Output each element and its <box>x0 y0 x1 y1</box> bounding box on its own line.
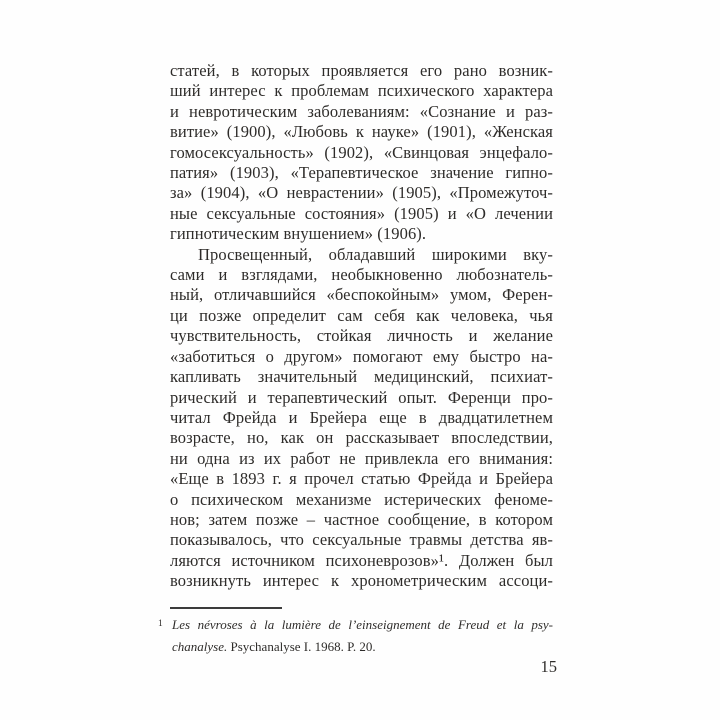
footnote-line <box>172 636 553 658</box>
page-number: 15 <box>540 657 557 676</box>
footnote-line <box>158 614 553 636</box>
body-line: рический и терапевтический опыт. Ференци про- <box>170 387 553 407</box>
body-line: гомосексуальность» (1902), «Свинцовая энцефало- <box>170 142 553 162</box>
footnote-marker: 1 <box>158 619 163 629</box>
body-line: ный, отличавшийся «беспокойным» умом, Ферен- <box>170 285 553 305</box>
body-line: гипнотическим внушением» (1906). <box>170 224 427 244</box>
footnote-separator-rule <box>170 607 282 609</box>
body-line: ци позже определит сам себя как человека, чья <box>170 305 553 325</box>
body-line: Просвещенный, обладавший широкими вку- <box>198 244 553 264</box>
body-line: чувствительность, стойкая личность и желание <box>170 326 553 346</box>
body-text-block <box>170 61 553 592</box>
body-line: «Еще в 1893 г. я прочел статью Фрейда и Брейера <box>170 469 553 489</box>
body-line: нов; затем позже – частное сообщение, в котором <box>170 509 553 529</box>
body-line: витие» (1900), «Любовь к науке» (1901), «Женская <box>170 122 553 142</box>
body-line: ший интерес к проблемам психического характера <box>170 81 553 101</box>
footnote-citation-italic: chanalyse. <box>172 638 228 654</box>
body-line: сами и взглядами, необыкновенно любознатель- <box>170 265 553 285</box>
body-line: возникнуть интерес к хронометрическим ассоци- <box>170 571 553 591</box>
body-line: статей, в которых проявляется его рано возник- <box>170 61 553 80</box>
body-line: за» (1904), «О неврастении» (1905), «Промежуточ- <box>170 183 553 203</box>
body-line: ни одна из их работ не привлекла его внимания: <box>170 448 553 468</box>
body-line: и невротическим заболеваниям: «Сознание и раз- <box>170 101 553 121</box>
footnote-citation-italic: Les névroses à la lumière de l’einseignement de Freud et la psy- <box>172 617 553 632</box>
body-line: капливать значительный медицинский, психиат- <box>170 367 553 387</box>
paragraph <box>170 61 553 245</box>
body-line: показывалось, что сексуальные травмы детства яв- <box>170 530 553 550</box>
body-line-footnote-ref: ляются источником психоневрозов»¹. Должен был <box>170 550 553 570</box>
body-line: возрасте, но, как он рассказывает впоследствии, <box>170 428 553 448</box>
body-line: о психическом механизме истерических феноме- <box>170 489 553 509</box>
footnote-citation-roman: Psychanalyse I. 1968. P. 20. <box>227 638 376 654</box>
body-line: ные сексуальные состояния» (1905) и «О лечении <box>170 203 553 223</box>
body-line: «заботиться о другом» помогают ему быстро на- <box>170 346 553 366</box>
body-line: патия» (1903), «Терапевтическое значение гипно- <box>170 163 553 183</box>
footnote <box>158 614 553 657</box>
paragraph <box>170 245 553 592</box>
body-line: читал Фрейда и Брейера еще в двадцатилетнем <box>170 407 553 427</box>
